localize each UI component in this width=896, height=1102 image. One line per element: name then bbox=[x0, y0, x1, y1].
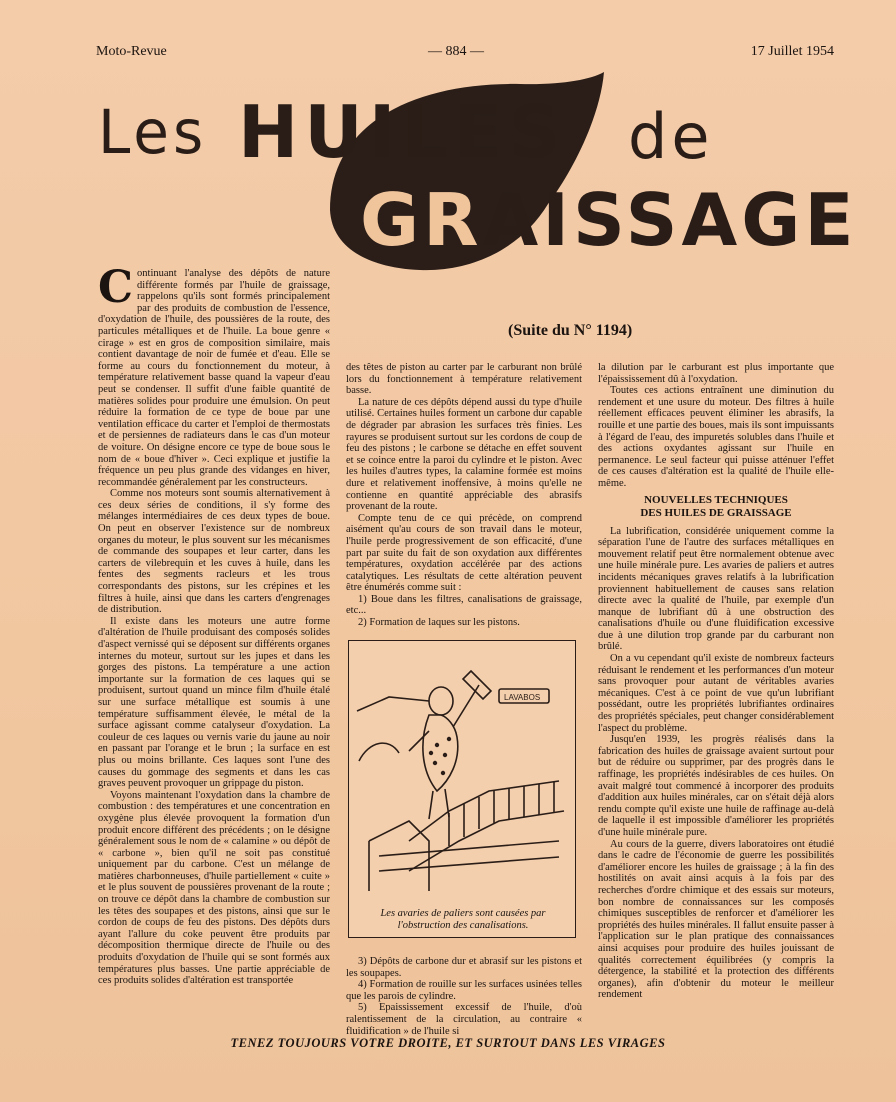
paragraph: La nature de ces dépôts dépend aussi du type d'huile utilisé. Certaines huiles forment un carbone dur capable de dégrader par abrasion les surfaces très finies. Les rayures se produisent surtout sur les cordons de coup de feu des pistons ; le carbone se détache en effet souvent et se coince entre la paroi du cylindre et le piston. Avec les huiles d'autres types, la calamine formée est moins dure et relativement inoffensive, à moins qu'elle ne contienne en quantité appréciable des abrasifs provenant de la route. bbox=[346, 396, 582, 513]
title-les: Les bbox=[98, 96, 208, 168]
title-graissage-rest: AISSAGE bbox=[482, 178, 858, 262]
section-heading-line-2: DES HUILES DE GRAISSAGE bbox=[640, 506, 792, 519]
title-de: de bbox=[628, 100, 714, 173]
article-column-2-bottom bbox=[346, 956, 582, 1037]
drop-cap: C bbox=[98, 262, 134, 313]
article-column-1 bbox=[98, 262, 330, 1022]
paragraph: Toutes ces actions entraînent une diminution du rendement et une usure du moteur. Des filtres à huile réellement efficaces peuvent éliminer les abrasifs, la rouille et une partie des boues, mais ils sont impuissants à l'égard de l'eau, des impuretés solubles dans l'huile et des actions oxydantes agissant sur l'huile en permanence. Le seul facteur qui puisse atténuer l'effet de ces causes d'altération est la qualité de l'huile elle-même. bbox=[598, 385, 834, 489]
list-item: 4) Formation de rouille sur les surfaces usinées telles que les parois de cylindre. bbox=[346, 979, 582, 1002]
section-heading bbox=[598, 494, 834, 520]
page-number: — 884 — bbox=[428, 44, 484, 59]
paragraph: la dilution par le carburant est plus importante que l'épaississement dû à l'oxydation. bbox=[598, 362, 834, 385]
article-column-3 bbox=[598, 362, 834, 1026]
paragraph: des têtes de piston au carter par le carburant non brûlé lors du fonctionnement à température relativement basse. bbox=[346, 362, 582, 397]
illustration-caption: Les avaries de paliers sont causées par l'obstruction des canalisations. bbox=[365, 908, 561, 931]
list-item: 1) Boue dans les filtres, canalisations de graissage, etc... bbox=[346, 593, 582, 617]
section-heading-line-1: NOUVELLES TECHNIQUES bbox=[644, 493, 788, 506]
paragraph: Jusqu'en 1939, les progrès réalisés dans la fabrication des huiles de graissage avaient surtout pour but de réduire ou supprimer, par des progrès dans le raffinage, les propriétés indésirables de ces huiles. On avait malgré tout commencé à incorporer des produits d'addition aux huiles minérales, car on s'était déjà alors rendu compte qu'il existe une huile de raffinage au-delà de laquelle il est impossible d'améliorer les propriétés d'une huile minérale pure. bbox=[598, 734, 834, 838]
paragraph: Comme nos moteurs sont soumis alternativement à ces deux séries de conditions, il s'y forme des mélanges intermédiaires de ces deux types de boue. On peut en observer l'existence sur de nombreux organes du moteur, le plus souvent sur les mécanismes de commande des soupapes et leur carter, dans les carters de vilebrequin et les cuves à huile, dans les fentes des segments racleurs et les trous correspondants des pistons, sur les crépines et les filtres à huile, ainsi que dans les carters d'engrenages de distribution. bbox=[98, 488, 330, 616]
cartoon-illustration bbox=[348, 640, 576, 938]
continuation-note: (Suite du N° 1194) bbox=[508, 322, 633, 339]
magazine-name: Moto-Revue bbox=[96, 44, 167, 59]
article-column-2-top bbox=[346, 362, 582, 629]
list-item: 5) Epaississement excessif de l'huile, d'où ralentissement de la circulation, au contraire « fluidification » de l'huile si bbox=[346, 1002, 582, 1037]
issue-date: 17 Juillet 1954 bbox=[750, 44, 834, 59]
footer-slogan: TENEZ TOUJOURS VOTRE DROITE, ET SURTOUT DANS LES VIRAGES bbox=[230, 1036, 666, 1050]
title-huiles: HUILES bbox=[238, 90, 567, 174]
title-graissage bbox=[360, 178, 858, 262]
paragraph: Il existe dans les moteurs une autre forme d'altération de l'huile produisant des composés solides d'aspect vernissé qui se déposent sur différents organes internes du moteur, surtout sur les jupes et dans les gorges des pistons. La température a une action importante sur la formation de ces laques qui se produisent, surtout quand un mince film d'huile étalé sur une surface métallique est soumis à une température suffisamment élevée, le métal de la surface agissant comme catalyseur d'oxydation. La couleur de ces laques ou vernis varie du jaune au noir en passant par l'orange et le brun ; la surface en est plus ou moins brillante. Ces laques sont l'une des causes du gommage des segments et dans les cas graves peuvent provoquer un grippage du piston. bbox=[98, 615, 330, 790]
list-item: 3) Dépôts de carbone dur et abrasif sur les pistons et les soupapes. bbox=[346, 956, 582, 979]
cartoon-drawing bbox=[349, 641, 573, 891]
title-graissage-gr: GR bbox=[360, 178, 483, 262]
lavabos-sign: LAVABOS bbox=[504, 693, 541, 702]
paragraph: Compte tenu de ce qui précède, on comprend aisément qu'au cours de son travail dans le moteur, l'huile perde progressivement de son efficacité, d'une part par suite du fait de son oxydation aux différentes températures, oxydation accélérée par des actions catalytiques. Les résultats de cette altération peuvent être énumérés comme suit : bbox=[346, 512, 582, 594]
paragraph: Au cours de la guerre, divers laboratoires ont étudié dans le cadre de l'économie de guerre les possibilités d'améliorer encore les huiles de graissage ; à la fin des hostilités on avait ainsi acquis à la fois par des recherches d'ordre chimique et des essais sur moteurs, bon nombre de connaissances sur les composés chimiques susceptibles de renforcer et d'améliorer les propriétés des huiles minérales. Il fallut ensuite passer à l'application sur le plan pratique des connaissances ainsi acquises pour produire des huiles jouissant de qualités correctement équilibrées (y compris la détergence, la stabilité et la protection des différents organes), afin d'obtenir du moteur le meilleur rendement bbox=[598, 838, 834, 1001]
paragraph: La lubrification, considérée uniquement comme la séparation l'une de l'autre des surfaces métalliques en mouvement relatif peut être normalement obtenue avec une huile minérale pure. Les avaries de paliers et autres incidents mécaniques graves relatifs à la lubrification proviennent habituellement de causes sans relation directe avec la qualité de l'huile, par exemple d'un manque de lubrifiant dû à une obstruction des canalisations d'huile ou d'une fluidification excessive due à une dilution trop grande par du carburant non brûlé. bbox=[598, 525, 834, 653]
list-item: 2) Formation de laques sur les pistons. bbox=[358, 617, 520, 629]
paragraph: Continuant l'analyse des dépôts de nature différente formés par l'huile de graissage, rappelons qu'ils sont formés principalement par des produits de combustion de l'essence, d'oxydation de l'huile, des poussières de la route, des particules métalliques et de l'huile. La boue genre « cirage » est en gros de composition similaire, mais contient davantage de noir de fumée et d'eau. Elle se forme au cours du fonctionnement du moteur, à température relativement basse quand la vapeur d'eau peut se condenser. Il suffit d'une faible quantité de matières solides pour produire une émulsion. On peut réduire la formation de ce type de boue par une ventilation efficace du carter et l'emploi de thermostats et de persiennes de radiateurs dans le cas d'un moteur de voiture. On désigne encore ce type de boue sous le nom de « boue d'hiver ». Ceci explique et justifie la fréquence un peu plus grande des vidanges en hiver, recommandée généralement par les constructeurs. bbox=[98, 262, 330, 488]
paragraph: Voyons maintenant l'oxydation dans la chambre de combustion : des températures et une concentration en oxygène plus élevée provoquent la formation d'un produit encore différent des précédents ; on le désigne généralement sous le nom de « calamine » ou dépôt de « carbone », bien qu'il ne soit pas constitué uniquement par du carbone. C'est un mélange de matières charbonneuses, d'huile partiellement « cuite » et le plus souvent de poussières provenant de la route ; on trouve ce dépôt dans la chambre de combustion sur les têtes des soupapes et des pistons, ainsi que sur le cordon de coups de feu des pistons. Des dépôts durs ayant l'allure du coke peuvent être produits par décomposition thermique directe de l'huile ou des produits d'oxydation de l'huile qui se sont formés aux températures plus basses. Une partie appréciable de ces produits solides d'altération est transportée bbox=[98, 789, 330, 987]
paragraph: On a vu cependant qu'il existe de nombreux facteurs réduisant le rendement et les performances d'un moteur sans provoquer pour autant de véritables avaries mécaniques. C'est à ce point de vue qu'un lubrifiant possédant, outre les propriétés lubrifiantes ordinaires des propriétés spéciales, peut changer considérablement l'aspect du problème. bbox=[598, 653, 834, 734]
